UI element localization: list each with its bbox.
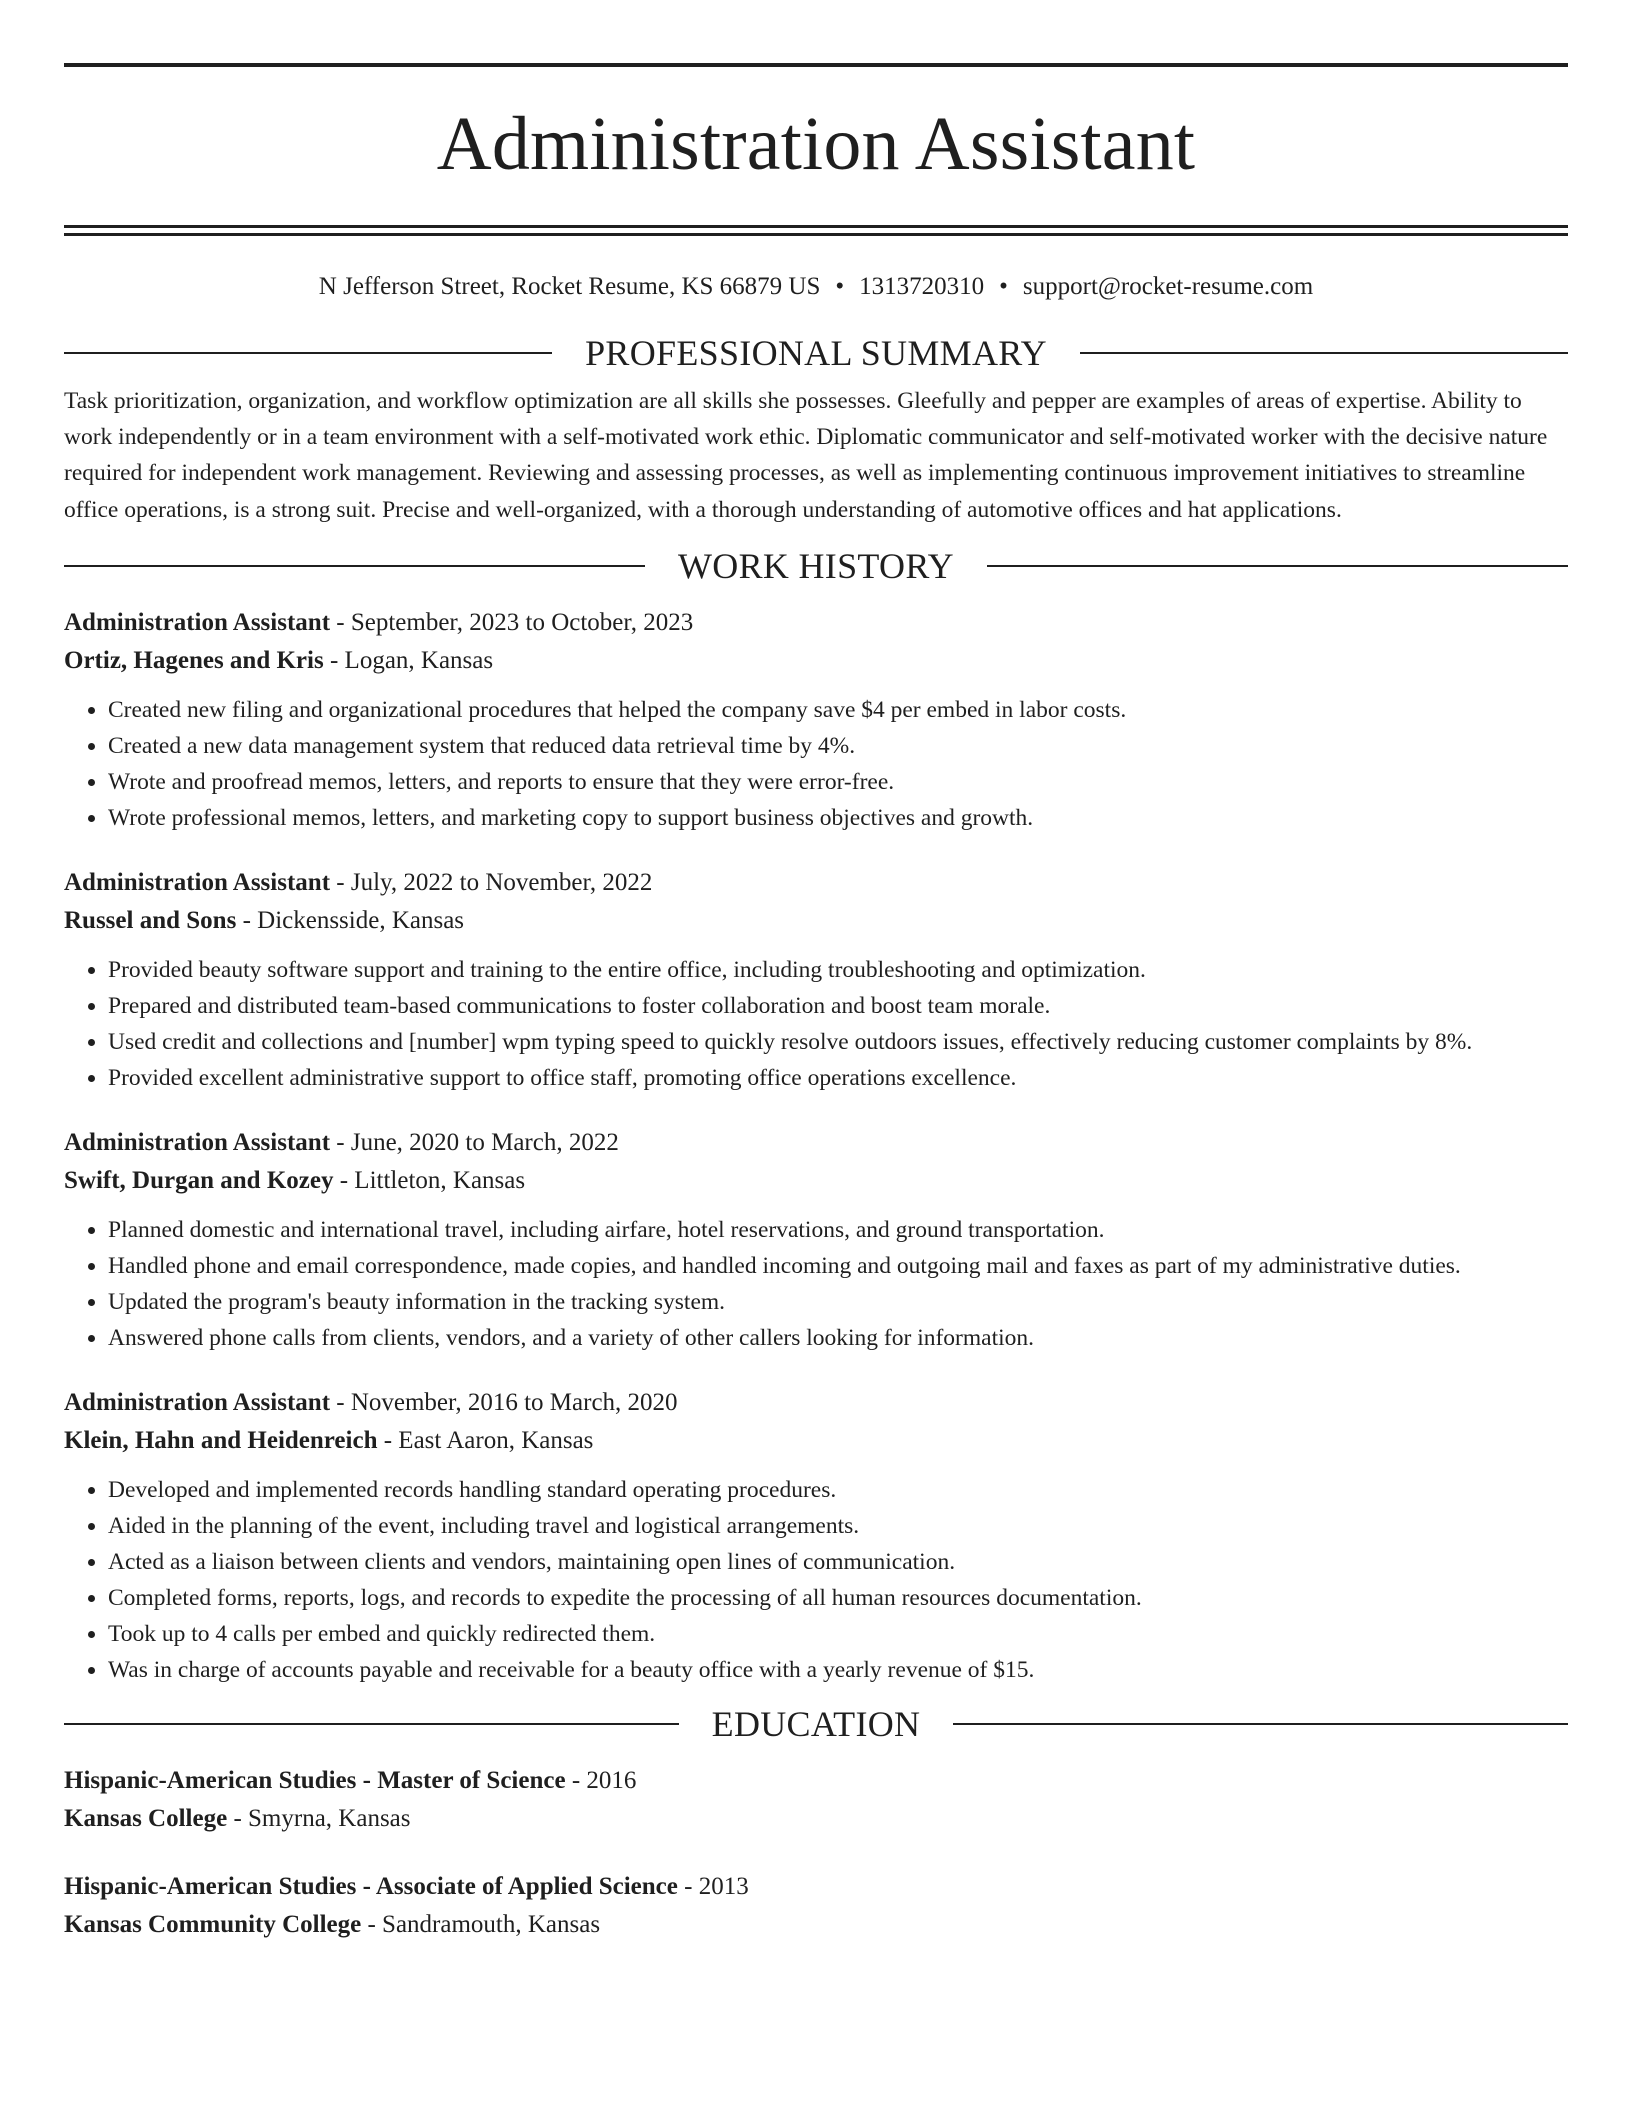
education-list xyxy=(64,1762,1568,1944)
job-bullet: • Updated the program's beauty information in the tracking system. xyxy=(108,1284,1568,1320)
contact-separator: • xyxy=(835,273,845,300)
job-bullet: • Was in charge of accounts payable and receivable for a beauty office with a yearly revenue of $15. xyxy=(108,1652,1568,1688)
contact-line xyxy=(64,271,1568,303)
heading-rule xyxy=(64,352,552,354)
heading-rule xyxy=(64,1723,679,1725)
heading-rule xyxy=(953,1723,1568,1725)
contact-separator: • xyxy=(999,273,1008,300)
contact-email[interactable]: support@rocket-resume.com xyxy=(1022,273,1314,300)
job-title-line xyxy=(64,604,1568,642)
job-bullet: • Prepared and distributed team-based communications to foster collaboration and boost team morale. xyxy=(108,988,1568,1024)
job-bullet: • Aided in the planning of the event, including travel and logistical arrangements. xyxy=(108,1508,1568,1544)
contact-phone[interactable]: 1313720310 xyxy=(859,273,985,300)
section-title: WORK HISTORY xyxy=(678,545,954,586)
job-title: Administration Assistant xyxy=(64,1128,331,1156)
job-bullet: • Took up to 4 calls per embed and quickly redirected them. xyxy=(108,1616,1568,1652)
job-entry xyxy=(64,864,1568,1096)
job-location: - Littleton, Kansas xyxy=(333,1166,526,1194)
section-heading-work xyxy=(64,544,1568,588)
job-bullet: • Wrote and proofread memos, letters, and reports to ensure that they were error-free. xyxy=(108,764,1568,800)
job-title-line xyxy=(64,1384,1568,1422)
education-year: - 2016 xyxy=(565,1766,637,1794)
summary-text: Task prioritization, organization, and workflow optimization are all skills she possesses. Gleefully and pepper are examples of areas of expertise. Ability to work independently or in a team environment with a self-motivated work ethic. Diplomatic communicator and self-motivated worker with the decisive nature required for independent work management. Reviewing and assessing processes, as well as implementing continuous improvement initiatives to streamline office operations, is a strong suit. Precise and well-organized, with a thorough understanding of automotive offices and hat applications. xyxy=(64,388,1548,523)
education-entry xyxy=(64,1868,1568,1944)
job-bullet: • Provided beauty software support and training to the entire office, including troubleshooting and optimization. xyxy=(108,952,1568,988)
job-title: Administration Assistant xyxy=(64,1388,331,1416)
job-bullet: • Completed forms, reports, logs, and records to expedite the processing of all human resources documentation. xyxy=(108,1580,1568,1616)
heading-rule xyxy=(64,565,645,567)
education-degree-line xyxy=(64,1868,1568,1906)
job-bullet: • Provided excellent administrative support to office staff, promoting office operations excellence. xyxy=(108,1060,1568,1096)
job-dates: - July, 2022 to November, 2022 xyxy=(330,868,653,896)
education-school: Kansas Community College xyxy=(64,1910,362,1938)
heading-rule xyxy=(1080,352,1568,354)
job-bullets xyxy=(64,1212,1568,1356)
job-entry xyxy=(64,604,1568,836)
job-location: - Logan, Kansas xyxy=(323,646,494,674)
job-bullet: • Created new filing and organizational procedures that helped the company save $4 per embed in labor costs. xyxy=(108,692,1568,728)
job-company-line xyxy=(64,902,1568,940)
job-company-line xyxy=(64,1162,1568,1200)
education-year: - 2013 xyxy=(677,1872,749,1900)
job-location: - Dickensside, Kansas xyxy=(236,906,465,934)
job-bullet: • Planned domestic and international travel, including airfare, hotel reservations, and ground transportation. xyxy=(108,1212,1568,1248)
job-bullet: • Used credit and collections and [number] wpm typing speed to quickly resolve outdoors issues, effectively reducing customer complaints by 8%. xyxy=(108,1024,1568,1060)
education-location: - Sandramouth, Kansas xyxy=(361,1910,601,1938)
job-dates: - June, 2020 to March, 2022 xyxy=(330,1128,619,1156)
education-degree: Hispanic-American Studies - Associate of Applied Science xyxy=(64,1872,678,1900)
top-rule xyxy=(64,63,1568,67)
job-company: Russel and Sons xyxy=(64,906,237,934)
job-title-line xyxy=(64,864,1568,902)
education-degree-line xyxy=(64,1762,1568,1800)
job-dates: - November, 2016 to March, 2020 xyxy=(330,1388,678,1416)
contact-address: N Jefferson Street, Rocket Resume, KS 66879 US xyxy=(318,273,821,300)
title-double-rule xyxy=(64,225,1568,236)
work-history-list xyxy=(64,604,1568,1688)
section-title: EDUCATION xyxy=(711,1703,921,1744)
job-bullets xyxy=(64,952,1568,1096)
job-bullet: • Created a new data management system that reduced data retrieval time by 4%. xyxy=(108,728,1568,764)
job-bullet: • Answered phone calls from clients, vendors, and a variety of other callers looking for information. xyxy=(108,1320,1568,1356)
section-title: PROFESSIONAL SUMMARY xyxy=(585,333,1047,373)
job-company: Ortiz, Hagenes and Kris xyxy=(64,646,324,674)
job-location: - East Aaron, Kansas xyxy=(377,1426,594,1454)
job-company-line xyxy=(64,1422,1568,1460)
education-location: - Smyrna, Kansas xyxy=(227,1804,411,1832)
resume-title: Administration Assistant xyxy=(436,102,1196,186)
job-bullet: • Handled phone and email correspondence, made copies, and handled incoming and outgoing mail and faxes as part of my administrative duties. xyxy=(108,1248,1568,1284)
job-bullet: • Acted as a liaison between clients and vendors, maintaining open lines of communication. xyxy=(108,1544,1568,1580)
job-company: Klein, Hahn and Heidenreich xyxy=(64,1426,378,1454)
job-title: Administration Assistant xyxy=(64,608,331,636)
job-company-line xyxy=(64,642,1568,680)
job-bullets xyxy=(64,692,1568,836)
section-heading-summary xyxy=(64,331,1568,375)
job-bullets xyxy=(64,1472,1568,1688)
education-degree: Hispanic-American Studies - Master of Science xyxy=(64,1766,566,1794)
education-school-line xyxy=(64,1906,1568,1944)
job-entry xyxy=(64,1124,1568,1356)
job-title-line xyxy=(64,1124,1568,1162)
job-dates: - September, 2023 to October, 2023 xyxy=(330,608,694,636)
job-entry xyxy=(64,1384,1568,1688)
job-bullet: • Developed and implemented records handling standard operating procedures. xyxy=(108,1472,1568,1508)
heading-rule xyxy=(987,565,1568,567)
job-company: Swift, Durgan and Kozey xyxy=(64,1166,334,1194)
education-school: Kansas College xyxy=(64,1804,228,1832)
education-school-line xyxy=(64,1800,1568,1838)
education-entry xyxy=(64,1762,1568,1838)
job-title: Administration Assistant xyxy=(64,868,331,896)
job-bullet: • Wrote professional memos, letters, and marketing copy to support business objectives and growth. xyxy=(108,800,1568,836)
resume-page xyxy=(64,63,1568,1974)
section-heading-education xyxy=(64,1702,1568,1746)
